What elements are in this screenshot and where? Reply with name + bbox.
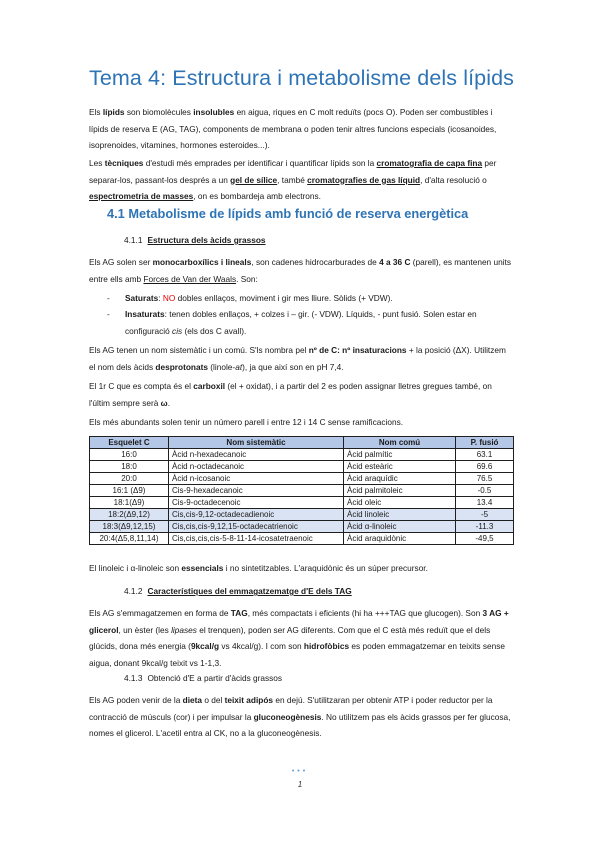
table-header: P. fusió — [456, 437, 514, 449]
table-row — [90, 497, 514, 509]
table-row — [90, 461, 514, 473]
table-row-highlighted — [90, 521, 514, 533]
table-cell: -5 — [456, 509, 514, 521]
table-cell: 18:0 — [90, 461, 169, 473]
fatty-acid-structure-paragraph: Els AG solen ser monocarboxílics i lineals, son cadenes hidrocarburades de 4 a 36 C (parell), es mantenen units entre ells amb Forces de Van der Waals. Son: — [89, 257, 512, 284]
table-cell: Àcid n-icosanoic — [169, 473, 344, 485]
subsection-heading-4-1-2: 4.1.2 Característiques del emmagatzematge d'E dels TAG — [124, 586, 352, 596]
subsection-heading-4-1-3: 4.1.3 Obtenció d'E a partir d'àcids grassos — [124, 673, 283, 683]
carboxyl-paragraph: El 1r C que es compta és el carboxil (el + oxidat), i a partir del 2 es poden assignar lletres gregues també, on l'últim sempre serà ω. — [89, 381, 492, 408]
table-cell: 20:0 — [90, 473, 169, 485]
table-cell: Àcid n-hexadecanoic — [169, 449, 344, 461]
table-row-highlighted — [90, 509, 514, 521]
subsection-heading-4-1-1: 4.1.1 Estructura dels àcids grassos — [124, 235, 266, 245]
table-cell: -0.5 — [456, 485, 514, 497]
table-cell: 18:2(Δ9,12) — [90, 509, 169, 521]
table-cell: 76.5 — [456, 473, 514, 485]
essential-fatty-acids-note: El linoleic i α-linoleic son essencials i no sintetitzables. L'araquidònic és un súper precursor. — [89, 563, 428, 573]
table-cell: 13.4 — [456, 497, 514, 509]
table-cell: Àcid palmític — [344, 449, 456, 461]
table-row — [90, 533, 514, 545]
bullet-saturats: - Saturats: NO dobles enllaços, moviment i gir mes lliure. Sòlids (+ VDW). — [107, 293, 393, 303]
table-cell: 16:0 — [90, 449, 169, 461]
table-cell: 20:4(Δ5,8,11,14) — [90, 533, 169, 545]
energy-from-fatty-acids-paragraph: Els AG poden venir de la dieta o del teixit adipós en dejú. S'utilitzaran per obtenir ATP i poder reductor per la contracció de músculs (cor) i per impulsar la gluconeogènesis. No utilitzem pas els àcids grassos per fer glucosa, nomes el glicerol. L'acetil entra al CK, no a la gluconeogènesis. — [89, 695, 511, 739]
table-cell: Àcid n-octadecanoic — [169, 461, 344, 473]
table-cell: Àcid palmitoleic — [344, 485, 456, 497]
nomenclature-paragraph: Els AG tenen un nom sistemàtic i un comú. S'ls nombra pel nº de C: nº insaturacions + la posició (ΔX). Utilitzem el nom dels àcids desprotonats (linole-at), ja que així son en pH 7,4. — [89, 345, 506, 372]
footer-dots: ••• — [291, 768, 309, 775]
page-title: Tema 4: Estructura i metabolisme dels lípids — [89, 66, 515, 90]
table-row — [90, 473, 514, 485]
intro-paragraph-1: Els lípids son biomolècules insolubles en aigua, riques en C molt reduïts (pocs O). Poden ser combustibles i lípids de reserva E (AG, TAG), components de membrana o poden tenir altres funcions especials (icosanoides, isoprenoides, vitamines, hormones esteroides...). — [89, 107, 497, 151]
table-cell: 18:1(Δ9) — [90, 497, 169, 509]
section-heading-4-1: 4.1 Metabolisme de lípids amb funció de reserva energètica — [107, 206, 469, 221]
intro-paragraph-2: Les tècniques d'estudi més emprades per identificar i quantificar lípids son la cromatografia de capa fina per separar-los, passant-los després a un gel de sílice, també cromatografies de gas líquid, d'alta resolució o espectrometria de masses, on es bombardeja amb electrons. — [89, 158, 497, 202]
abundance-paragraph: Els més abundants solen tenir un número parell i entre 12 i 14 C sense ramificacions. — [89, 417, 404, 427]
table-row — [90, 485, 514, 497]
table-cell: 16:1 (Δ9) — [90, 485, 169, 497]
table-cell: Cis-9-octadecenoic — [169, 497, 344, 509]
table-header: Nom comú — [344, 437, 456, 449]
table-cell: 18:3(Δ9,12,15) — [90, 521, 169, 533]
table-cell: Cis-9-hexadecanoic — [169, 485, 344, 497]
table-cell: Cis,cis,cis-9,12,15-octadecatrienoic — [169, 521, 344, 533]
bullet-insaturats: - Insaturats: tenen dobles enllaços, + colzes i – gir. (- VDW). Líquids, - punt fusió. Solen estar en configuració cis (els dos C avall). — [107, 309, 477, 336]
table-cell: -49,5 — [456, 533, 514, 545]
table-cell: Cis,cis-9,12-octadecadienoic — [169, 509, 344, 521]
tag-storage-paragraph: Els AG s'emmagatzemen en forma de TAG, més compactats i eficients (hi ha +++TAG que glucogen). Son 3 AG + glicerol, un èster (les lipases el trenquen), poden ser AG diferents. Com que el C està més reduït que el dels glúcids, dona més energia (9kcal/g vs 4kcal/g). I com son hidrofòbics es poden emmagatzemar en teixits sense aigua, donant 9kcal/g teixit vs 1-1,3. — [89, 608, 509, 668]
table-cell: Àcid linoleic — [344, 509, 456, 521]
table-cell: 63.1 — [456, 449, 514, 461]
table-cell: Àcid oleic — [344, 497, 456, 509]
table-row — [90, 449, 514, 461]
table-cell: 69.6 — [456, 461, 514, 473]
table-cell: -11.3 — [456, 521, 514, 533]
table-header: Nom sistemàtic — [169, 437, 344, 449]
page-number: 1 — [297, 780, 303, 789]
table-cell: Cis,cis,cis,cis-5-8-11-14-icosatetraenoic — [169, 533, 344, 545]
table-cell: Àcid α-linoleic — [344, 521, 456, 533]
table-cell: Àcid esteàric — [344, 461, 456, 473]
table-cell: Àcid araquídic — [344, 473, 456, 485]
table-header: Esquelet C — [90, 437, 169, 449]
table-header-row — [90, 437, 514, 449]
fatty-acids-table — [89, 436, 514, 545]
table-cell: Àcid araquidònic — [344, 533, 456, 545]
